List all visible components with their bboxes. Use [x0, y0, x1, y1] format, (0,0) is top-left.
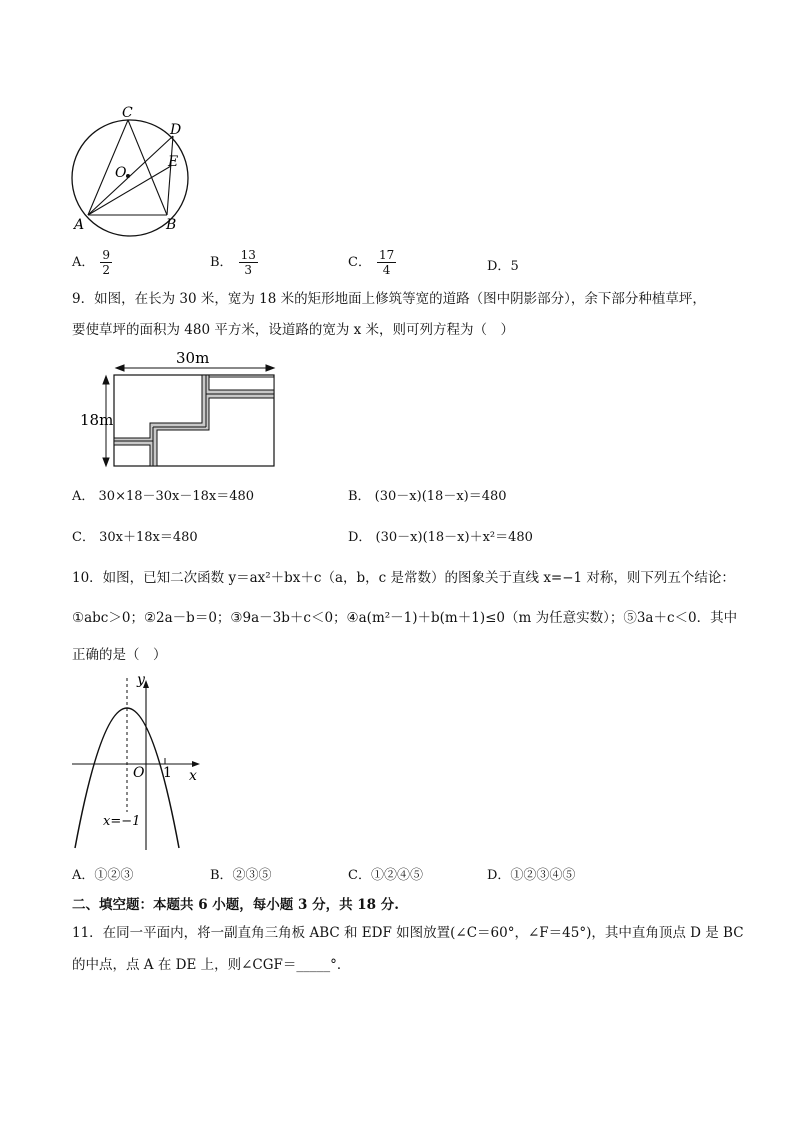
- circle-triangle-figure: [60, 100, 220, 240]
- q8-option-d[interactable]: [487, 255, 519, 274]
- label-o: O: [115, 165, 127, 181]
- q9-line-2: 要使草坪的面积为 480 平方米，设道路的宽为 x 米，则可列方程为（ ）: [72, 322, 515, 338]
- q8-option-d-text: 5: [510, 259, 519, 274]
- q8-option-c[interactable]: [348, 248, 396, 277]
- q8-option-b-num: 13: [240, 248, 256, 262]
- q8-option-a[interactable]: [72, 248, 112, 277]
- q8-option-a-fraction: [100, 248, 112, 277]
- q8-option-d-letter: D．: [487, 259, 511, 274]
- tick-one-label: 1: [163, 765, 172, 781]
- symmetry-label: x=−1: [103, 814, 141, 829]
- width-label: 30m: [176, 349, 210, 367]
- q8-option-c-fraction: [377, 248, 396, 277]
- q8-option-c-letter: C．: [348, 255, 371, 270]
- q8-option-a-letter: A．: [72, 255, 95, 270]
- q9-option-b[interactable]: B． (30－x)(18－x)＝480: [348, 489, 507, 504]
- q10-option-b[interactable]: B．②③⑤: [210, 868, 272, 883]
- q8-option-b-letter: B．: [210, 255, 233, 270]
- q10-line-3: 正确的是（ ）: [72, 647, 167, 663]
- q8-option-b[interactable]: [210, 248, 258, 277]
- q10-option-a[interactable]: A．①②③: [72, 868, 134, 883]
- q9-option-a[interactable]: A． 30×18－30x－18x＝480: [72, 489, 255, 504]
- origin-label: O: [133, 765, 145, 781]
- label-d: D: [170, 122, 182, 138]
- segment-ae: [88, 166, 171, 215]
- q11-line-2: 的中点，点 A 在 DE 上，则∠CGF＝_____°．: [72, 957, 351, 973]
- q8-option-b-den: 3: [244, 263, 253, 277]
- q8-option-c-num: 17: [378, 248, 395, 262]
- parabola-graph: [70, 672, 210, 852]
- segment-cb: [128, 120, 167, 215]
- q9-option-c[interactable]: C． 30x＋18x＝480: [72, 530, 198, 545]
- road-figure: [80, 346, 280, 470]
- label-c: C: [122, 105, 133, 121]
- q8-option-a-num: 9: [102, 248, 111, 262]
- q11-line-1: 11．在同一平面内，将一副直角三角板 ABC 和 EDF 如图放置(∠C＝60°，∠F＝45°)，其中直角顶点 D 是 BC: [72, 925, 744, 941]
- q8-option-a-den: 2: [102, 263, 111, 277]
- label-b: B: [166, 217, 177, 233]
- label-a: A: [74, 217, 85, 233]
- q9-line-1: 9．如图，在长为 30 米，宽为 18 米的矩形地面上修筑等宽的道路（图中阴影部分），余下部分种植草坪，: [72, 291, 706, 307]
- q10-line-1: 10．如图，已知二次函数 y＝ax²＋bx＋c（a，b，c 是常数）的图象关于直线 x=−1 对称，则下列五个结论：: [72, 570, 735, 586]
- x-axis-label: x: [189, 768, 197, 784]
- y-axis-label: y: [137, 672, 145, 688]
- q10-line-2: ①abc＞0；②2a－b＝0；③9a－3b＋c＜0；④a(m²－1)＋b(m＋1)≤0（m 为任意实数）；⑤3a＋c＜0．其中: [72, 610, 738, 626]
- q9-option-d[interactable]: D． (30－x)(18－x)＋x²＝480: [348, 530, 533, 545]
- label-e: E: [168, 154, 179, 170]
- segment-ad: [88, 136, 173, 215]
- q8-option-b-fraction: [239, 248, 258, 277]
- q8-option-c-den: 4: [382, 263, 391, 277]
- height-label: 18m: [80, 411, 114, 429]
- q10-option-c[interactable]: C．①②④⑤: [348, 868, 423, 883]
- segment-db: [167, 136, 173, 215]
- center-point: [126, 174, 130, 178]
- q10-option-d[interactable]: D．①②③④⑤: [487, 868, 576, 883]
- section-two-heading: 二、填空题：本题共 6 小题，每小题 3 分，共 18 分.: [72, 897, 399, 913]
